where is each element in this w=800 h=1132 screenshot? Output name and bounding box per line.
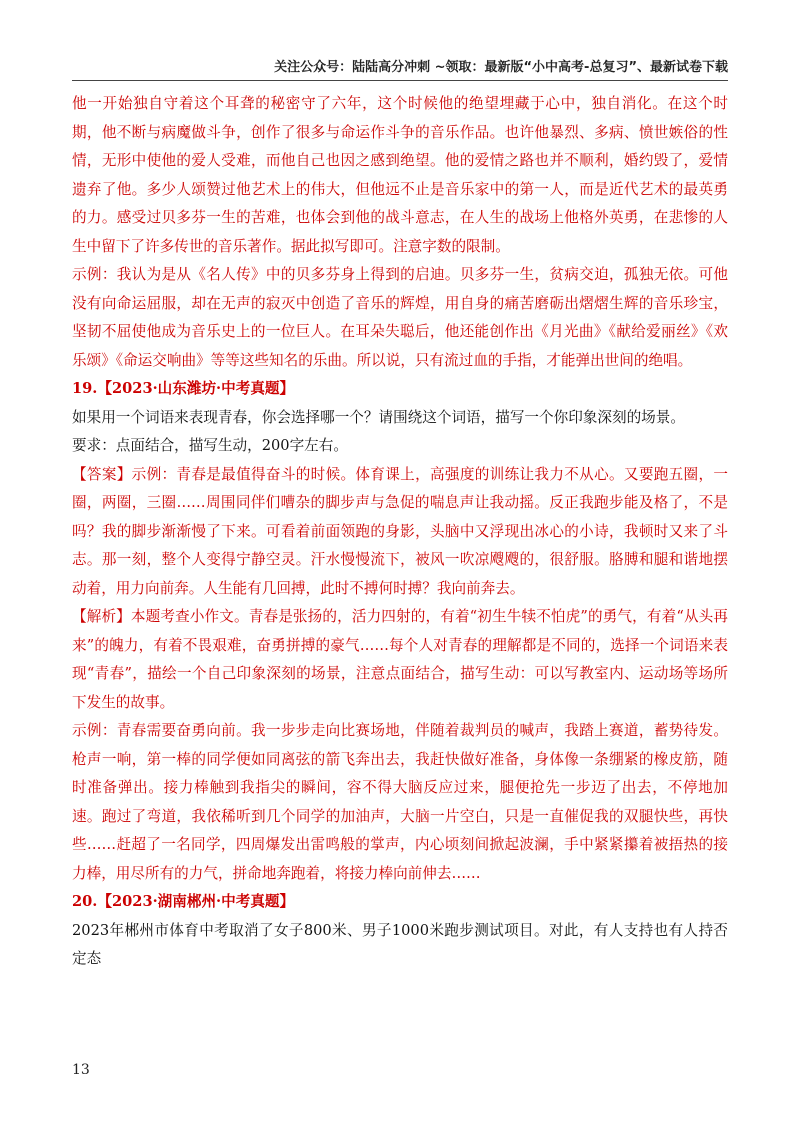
header-divider xyxy=(72,80,728,81)
paragraph-example-beethoven: 示例：我认为是从《名人传》中的贝多芬身上得到的启迪。贝多芬一生，贫病交迫，孤独无依。可他没有向命运屈服，却在无声的寂灭中创造了音乐的辉煌，用自身的痛苦磨砺出熠熠生辉的音乐珍宝，坚韧不屈使他成为音乐史上的一位巨人。在耳朵失聪后，他还能创作出《月光曲》《献给爱丽丝》《欢乐颂》《命运交响曲》等等这些知名的乐曲。所以说，只有流过血的手指，才能弹出世间的绝唱。 xyxy=(72,266,728,369)
question-19-analysis: 【解析】本题考查小作文。青春是张扬的，活力四射的，有着“初生牛犊不怕虎”的勇气，有着“从头再来”的魄力，有着不畏艰难，奋勇拼搏的豪气……每个人对青春的理解都是不同的，选择一个词语来表现“青春”，描绘一个自己印象深刻的场景，注意点面结合，描写生动：可以写教室内、运动场等场所下发生的故事。 xyxy=(72,608,728,711)
question-20-heading: 20.【2023·湖南郴州·中考真题】 xyxy=(72,893,295,910)
question-19-prompt: 如果用一个词语来表现青春，你会选择哪一个？请围绕这个词语，描写一个你印象深刻的场景。 xyxy=(72,408,685,426)
page-header: 关注公众号：陆陆高分冲刺 ~领取：最新版“小中高考-总复习”、最新试卷下载 xyxy=(274,60,728,75)
question-19-requirement: 要求：点面结合，描写生动，200字左右。 xyxy=(72,437,348,454)
document-body xyxy=(72,90,728,974)
paragraph-analysis-beethoven: 他一开始独自守着这个耳聋的秘密守了六年，这个时候他的绝望埋藏于心中，独自消化。在这个时期，他不断与病魔做斗争，创作了很多与命运作斗争的音乐作品。也许他暴烈、多病、愤世嫉俗的性情，无形中使他的爱人受难，而他自己也因之感到绝望。他的爱情之路也并不顺利，婚约毁了，爱情遗弃了他。多少人颂赞过他艺术上的伟大，但他远不止是音乐家中的第一人，而是近代艺术的最英勇的力。感受过贝多芬一生的苦难，也体会到他的战斗意志，在人生的战场上他格外英勇，在悲惨的人生中留下了许多传世的音乐著作。据此拟写即可。注意字数的限制。 xyxy=(72,95,728,255)
page-number: 13 xyxy=(72,1062,90,1078)
question-20-prompt: 2023年郴州市体育中考取消了女子800米、男子1000米跑步测试项目。对此，有人支持也有人持否定态 xyxy=(72,921,728,967)
question-19-heading: 19.【2023·山东潍坊·中考真题】 xyxy=(72,380,295,397)
question-19-answer: 【答案】示例：青春是最值得奋斗的时候。体育课上，高强度的训练让我力不从心。又要跑五圈，一圈，两圈，三圈……周围同伴们嘈杂的脚步声与急促的喘息声让我动摇。反正我跑步能及格了，不是吗？我的脚步渐渐慢了下来。可看着前面领跑的身影，头脑中又浮现出冰心的小诗，我顿时又来了斗志。那一刻，整个人变得宁静空灵。汗水慢慢流下，被风一吹凉飕飕的，很舒服。胳膊和腿和谐地摆动着，用力向前奔。人生能有几回搏，此时不搏何时搏？我向前奔去。 xyxy=(72,465,728,597)
question-19-example: 示例：青春需要奋勇向前。我一步步走向比赛场地，伴随着裁判员的喊声，我踏上赛道，蓄势待发。枪声一响，第一棒的同学便如同离弦的箭飞奔出去，我赶快做好准备，身体像一条绷紧的橡皮筋，随时准备弹出。接力棒触到我指尖的瞬间，容不得大脑反应过来，腿便抢先一步迈了出去，不停地加速。跑过了弯道，我依稀听到几个同学的加油声，大脑一片空白，只是一直催促我的双腿快些，再快些……赶超了一名同学，四周爆发出雷鸣般的掌声，内心顷刻间掀起波澜，手中紧紧攥着被捂热的接力棒，用尽所有的力气，拼命地奔跑着，将接力棒向前伸去…… xyxy=(72,722,728,882)
